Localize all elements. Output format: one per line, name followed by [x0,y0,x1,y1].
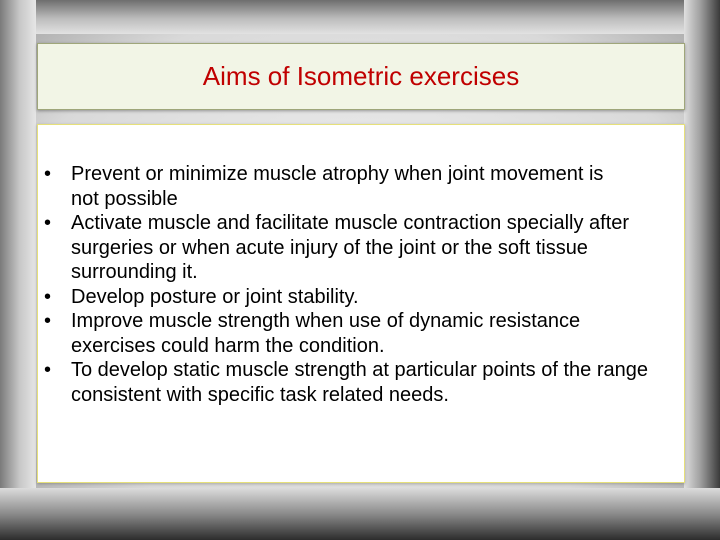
bullet-dot: • [44,163,52,185]
bullet-text: Improve muscle strength when use of dynamic resistance exercises could harm the condition. [71,310,581,357]
bullet-item [38,358,699,407]
bullet-list [38,162,678,407]
frame-edge-top [0,0,720,34]
bullet-text: To develop static muscle strength at particular points of the range consistent with specific task related needs. [71,359,648,406]
bullet-dot: • [44,359,52,381]
frame-edge-bottom [0,488,720,540]
bullet-text: Activate muscle and facilitate muscle contraction specially after surgeries or when acute injury of the joint or the soft tissue surrounding it. [71,212,630,283]
slide-title: Aims of Isometric exercises [202,61,520,91]
bullet-item [38,211,699,285]
bullet-text: Develop posture or joint stability. [71,285,359,308]
title-box [37,43,685,110]
frame-edge-left [0,0,36,540]
content-box [37,124,685,483]
bullet-item [38,309,631,358]
bullet-text: Prevent or minimize muscle atrophy when joint movement is not possible [71,163,604,210]
bullet-dot: • [44,212,52,234]
bullet-dot: • [44,310,52,332]
bullet-item [38,162,631,211]
bullet-item [38,285,699,310]
bullet-dot: • [44,285,52,308]
